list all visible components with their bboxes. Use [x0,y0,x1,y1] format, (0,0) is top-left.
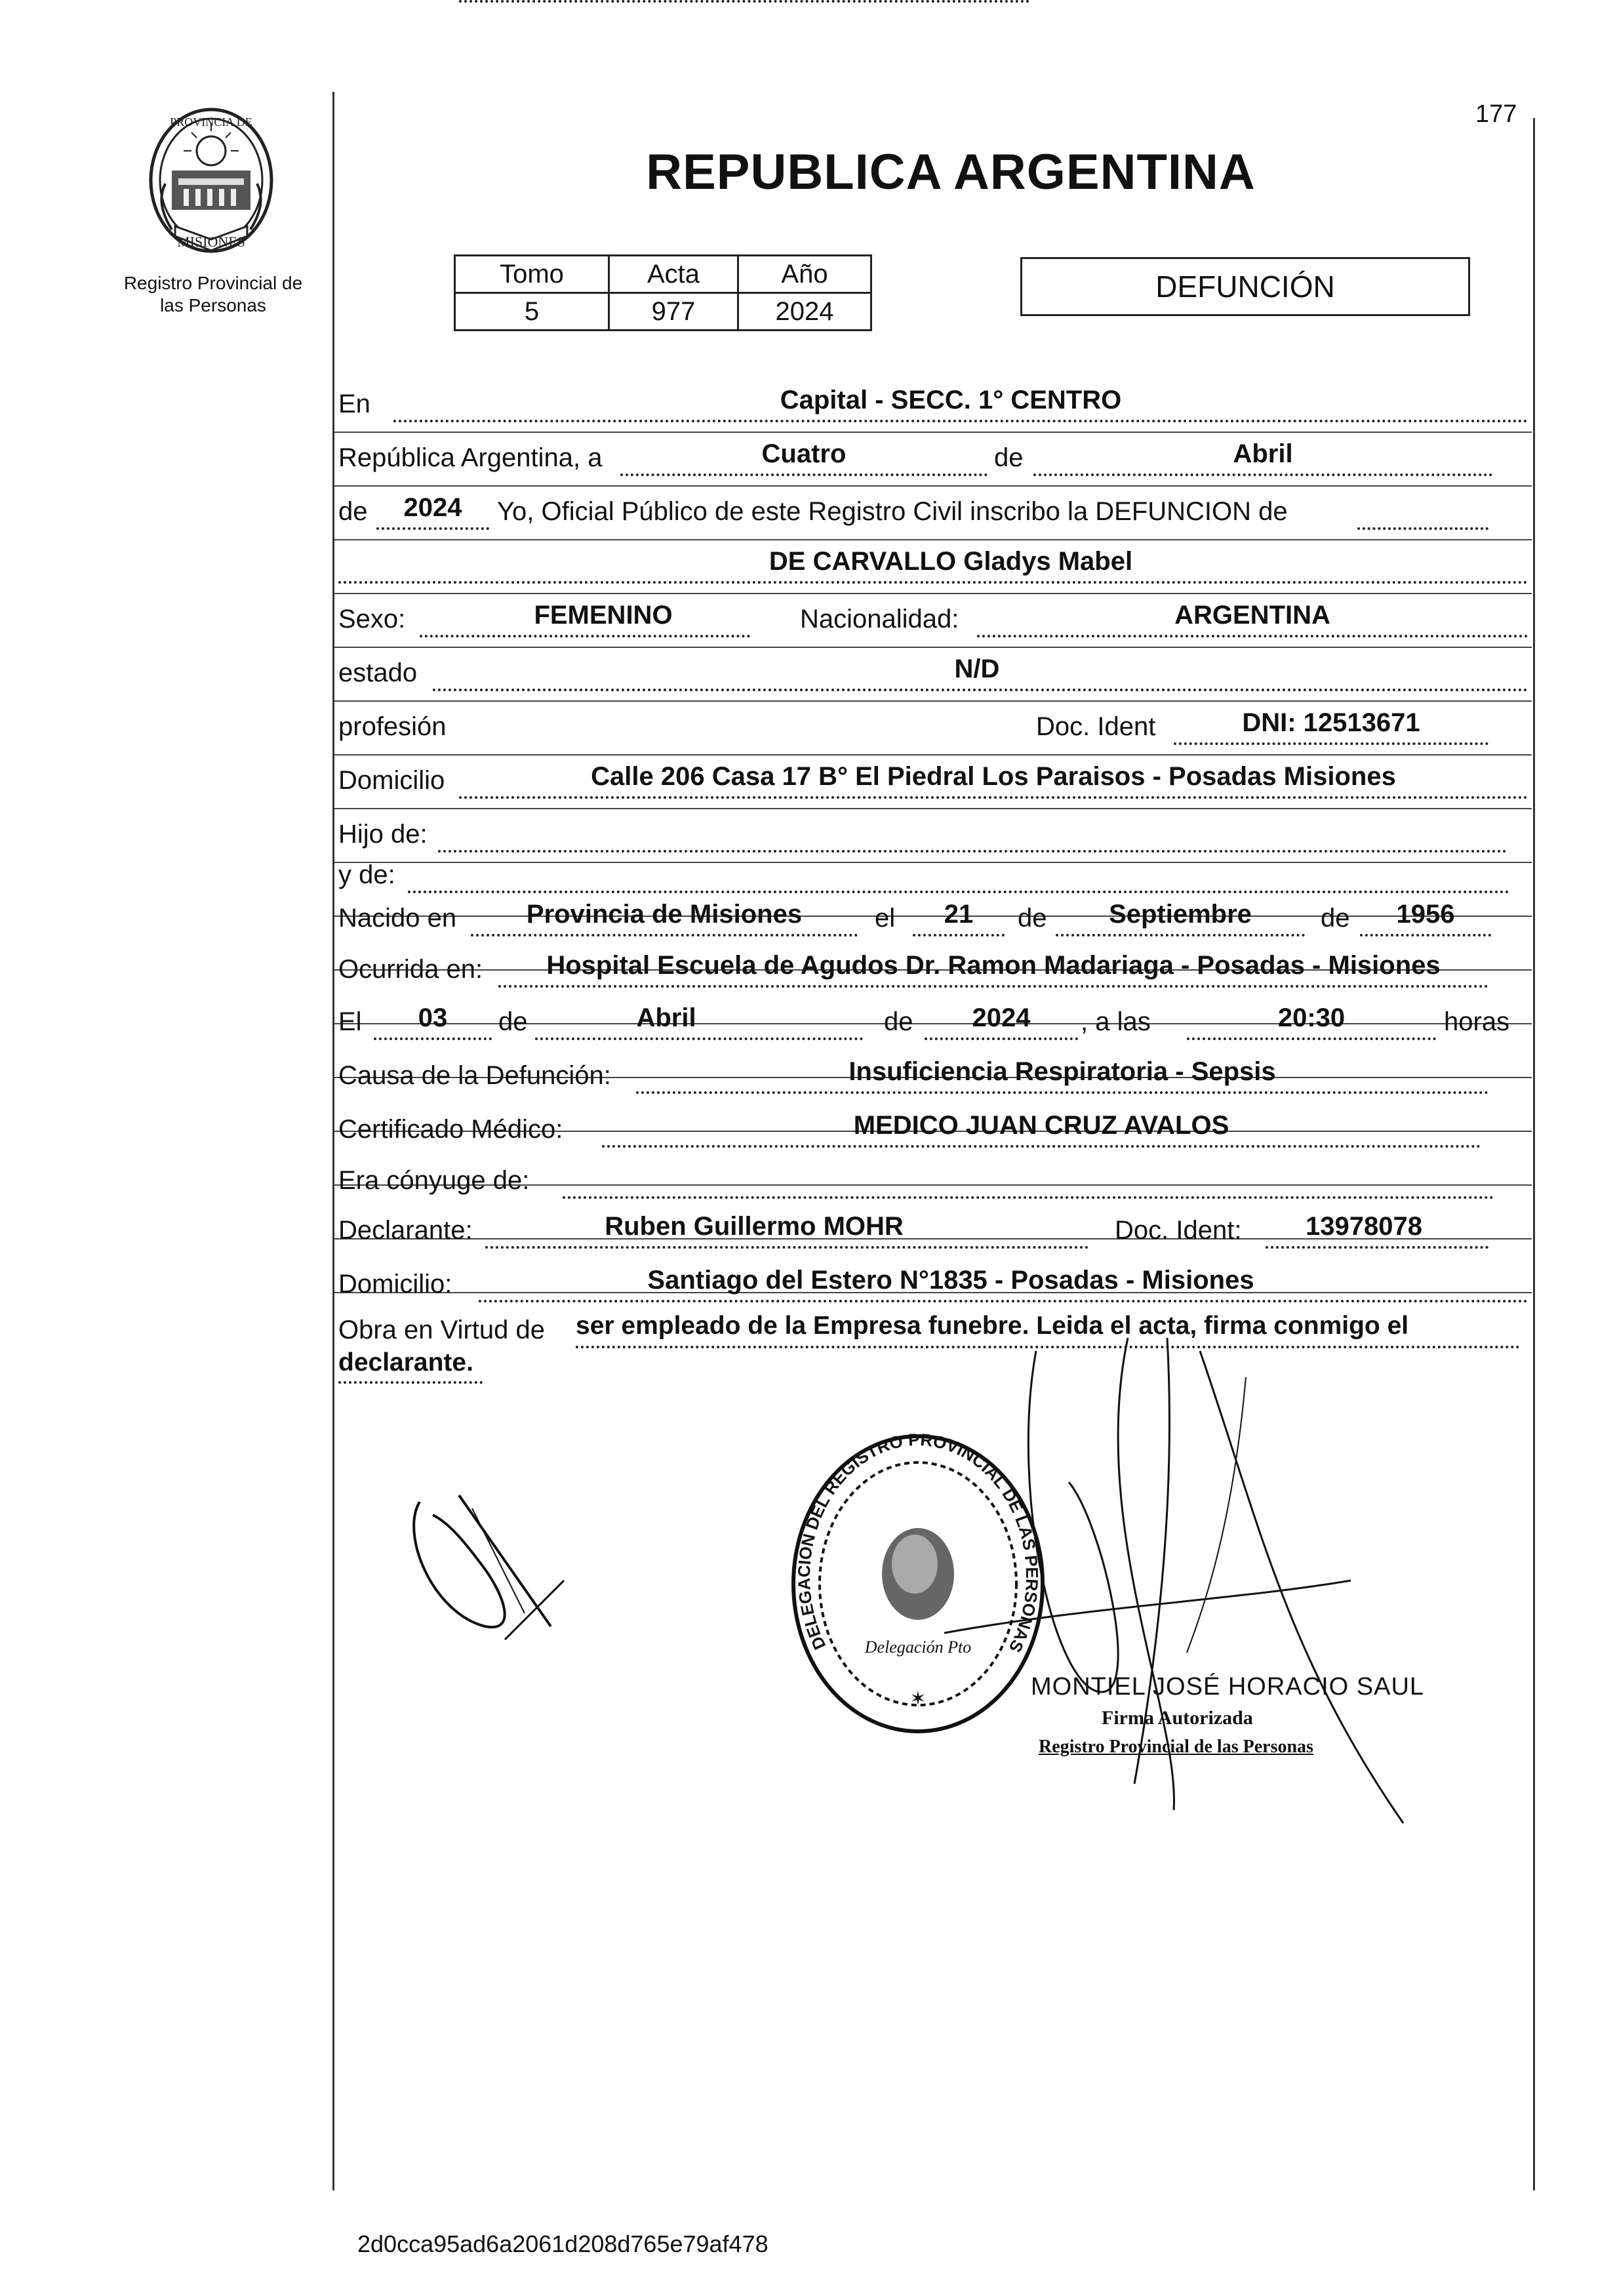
label-y-de: y de: [338,860,395,889]
svg-text:Delegación Pto: Delegación Pto [864,1638,972,1657]
svg-text:PROVINCIA DE: PROVINCIA DE [170,115,252,129]
row-divider [334,432,1532,433]
label-profesion: profesión [338,712,447,741]
fill-line [438,850,1507,853]
fill-line [1357,527,1488,530]
deceased-name: DE CARVALLO Gladys Mabel [769,547,1133,576]
fill-line [420,635,750,637]
label-el-cap: El [338,1007,362,1036]
official-office: Registro Provincial de las Personas [1039,1737,1313,1757]
table-cell: 977 [609,293,738,331]
row-divider [334,647,1532,648]
svg-text:MISIONES: MISIONES [177,233,245,250]
fill-line [498,985,1488,988]
fill-line [459,796,1528,799]
svg-text:DELEGACION DEL REGISTRO PROVIN: DELEGACION DEL REGISTRO PROVINCIAL DE LAS PERSONAS [793,1430,1043,1656]
label-declarante: Declarante: [338,1216,473,1245]
label-en: En [338,390,370,418]
right-margin-line [1533,118,1535,2190]
death-day: 03 [418,1003,448,1032]
label-de: de [1321,904,1350,933]
label-de: de [994,443,1024,472]
declarant-signature [407,1482,577,1653]
label-de: de [1018,904,1047,933]
table-header-cell: Año [738,256,871,293]
birth-day: 21 [944,900,974,929]
declarant-name: Ruben Guillermo MOHR [605,1212,904,1241]
official-signature [892,1325,1429,1836]
death-year: 2024 [972,1003,1031,1032]
label-horas: horas [1444,1007,1510,1036]
table-cell: 5 [455,293,609,331]
fill-line [620,473,988,476]
row-divider [334,808,1532,809]
registration-year: 2024 [403,493,462,522]
place-of-registration: Capital - SECC. 1° CENTRO [780,386,1122,414]
label-hijo-de: Hijo de: [338,820,428,849]
deceased-document: DNI: 12513671 [1242,708,1420,737]
label-de: de [884,1007,913,1036]
label-ocurrida-en: Ocurrida en: [338,955,483,984]
row-divider [334,485,1532,487]
row-divider [334,539,1532,540]
cause-of-death: Insuficiencia Respiratoria - Sepsis [848,1057,1276,1086]
label-el: el [875,904,896,933]
fill-line [925,1037,1078,1040]
fill-line [471,934,858,937]
label-de: de [338,497,368,526]
page-title: REPUBLICA ARGENTINA [646,144,1256,200]
label-nacionalidad: Nacionalidad: [800,605,959,634]
fill-line [1056,934,1305,937]
svg-text:✶: ✶ [909,1688,927,1710]
fill-line [1033,473,1492,476]
registration-day-text: Cuatro [761,439,847,468]
fill-line [393,420,1528,422]
fill-line [1266,1246,1488,1249]
table-header-row [455,256,871,293]
deceased-address: Calle 206 Casa 17 B° El Piedral Los Paraisos - Posadas Misiones [591,762,1396,791]
fill-line [535,1037,863,1040]
fill-line [376,527,489,530]
fill-line [1360,934,1491,937]
left-margin-line [332,92,334,2190]
row-divider [334,700,1532,702]
label-domicilio: Domicilio [338,766,445,795]
death-time: 20:30 [1277,1003,1346,1032]
death-month: Abril [636,1003,696,1032]
birth-year: 1956 [1396,900,1455,929]
fill-line [636,1091,1488,1094]
label-estado: estado [338,658,418,687]
label-certificado: Certificado Médico: [338,1115,563,1144]
birth-place: Provincia de Misiones [526,900,803,929]
document-hash: 2d0cca95ad6a2061d208d765e79af478 [357,2230,769,2257]
birth-month: Septiembre [1109,900,1252,929]
fill-line [338,1381,483,1384]
row-divider [334,862,1532,863]
label-doc-ident-colon: Doc. Ident: [1115,1216,1242,1245]
fill-line [977,635,1528,637]
medical-certificate: MEDICO JUAN CRUZ AVALOS [853,1111,1229,1140]
label-obra: Obra en Virtud de [338,1316,546,1344]
fill-line [374,1037,492,1040]
row-divider [334,754,1532,755]
declarant-document: 13978078 [1306,1212,1422,1241]
label-causa: Causa de la Defunción: [338,1061,611,1090]
label-doc-ident: Doc. Ident [1036,712,1156,741]
label-yo-oficial: Yo, Oficial Público de este Registro Civil inscribo la DEFUNCION de [497,497,1288,526]
nationality-value: ARGENTINA [1174,601,1330,630]
label-conyuge: Era cónyuge de: [338,1166,530,1195]
label-a-las: , a las [1081,1007,1151,1036]
page-number: 177 [1475,100,1517,128]
label-republica: República Argentina, a [338,443,603,472]
table-cell: 2024 [738,293,871,331]
volume-record-table [454,254,872,331]
marital-status-value: N/D [954,655,1000,683]
fill-line [479,1300,1528,1302]
fill-line [602,1145,1481,1148]
fill-line [338,581,1528,584]
official-role: Firma Autorizada [1102,1707,1253,1729]
table-row [455,293,871,331]
provincial-seal-emblem [146,105,277,256]
label-sexo: Sexo: [338,605,406,634]
fill-line [1187,1037,1436,1040]
fill-line [408,891,1509,893]
fill-line [913,934,1005,937]
label-de: de [498,1007,528,1036]
row-divider [334,593,1532,594]
official-name: MONTIEL JOSÉ HORACIO SAUL [1031,1673,1425,1701]
fill-line [485,1246,1088,1249]
label-domicilio-colon: Domicilio: [338,1270,452,1299]
table-header-cell: Acta [609,256,738,293]
fill-line [459,0,1029,3]
basis-statement-line2: declarante. [338,1348,473,1377]
death-place: Hospital Escuela de Agudos Dr. Ramon Madariaga - Posadas - Misiones [546,951,1441,980]
table-header-cell: Tomo [455,256,609,293]
sex-value: FEMENINO [534,601,673,630]
basis-statement-line1: ser empleado de la Empresa funebre. Leida el acta, firma conmigo el [576,1312,1409,1340]
registration-month-text: Abril [1233,439,1293,468]
fill-line [1174,742,1488,745]
act-type-label: DEFUNCIÓN [1155,270,1335,304]
registry-name-line1: Registro Provincial de [123,273,303,293]
declarant-address: Santiago del Estero N°1835 - Posadas - Misiones [647,1266,1254,1295]
registry-name-line2: las Personas [160,295,266,315]
label-nacido-en: Nacido en [338,904,457,933]
fill-line [563,1196,1494,1199]
fill-line [433,689,1528,691]
